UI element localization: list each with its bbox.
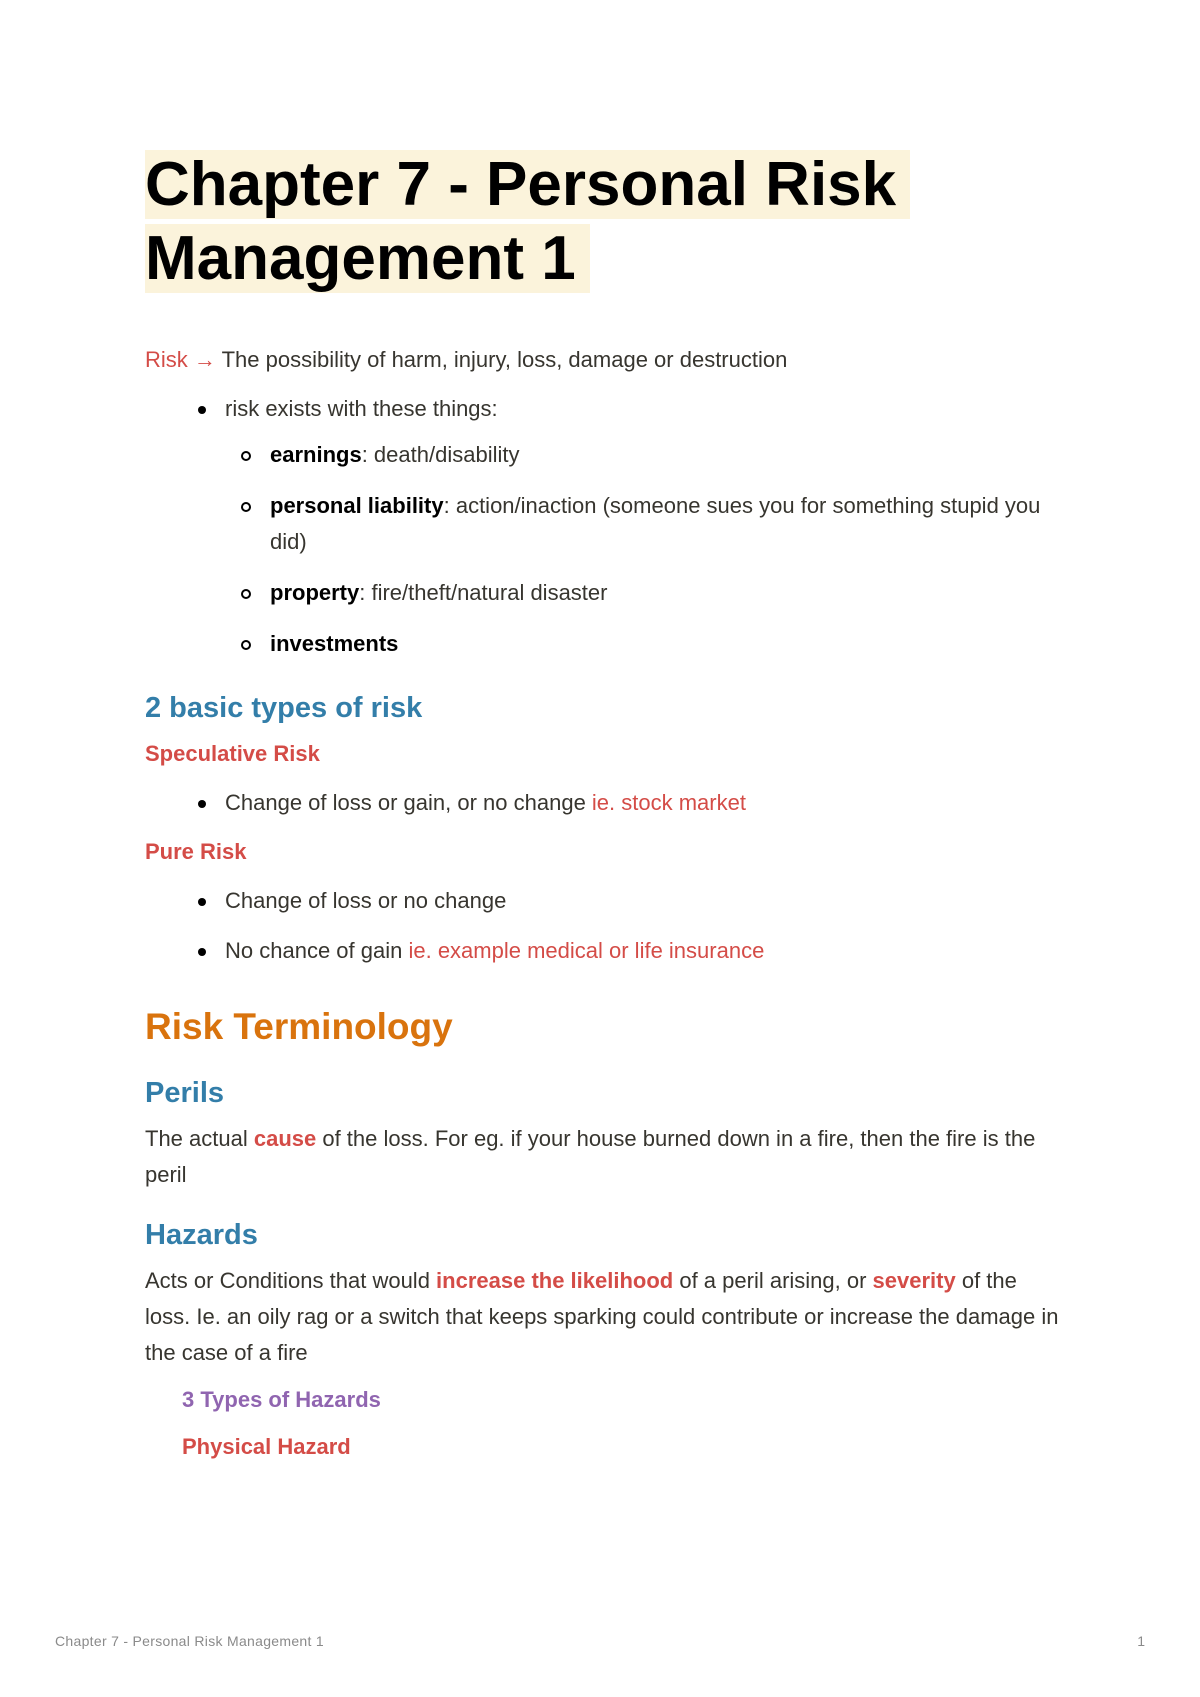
hazards-pre: Acts or Conditions that would	[145, 1268, 437, 1293]
item-text: : death/disability	[361, 442, 520, 467]
perils-post: of the loss. For eg. if your house burned down in a fire, then the fire is the peril	[145, 1126, 1036, 1187]
list-item	[145, 575, 1065, 611]
item-text: : action/inaction (someone sues you for something stupid you did)	[270, 493, 1041, 554]
risk-definition-text: The possibility of harm, injury, loss, damage or destruction	[215, 347, 788, 372]
list-item	[145, 391, 1065, 427]
heading-physical-hazard: Physical Hazard	[182, 1434, 351, 1459]
item-text: : fire/theft/natural disaster	[359, 580, 608, 605]
heading-perils: Perils	[145, 1077, 224, 1109]
page-content	[145, 148, 1065, 1464]
heading-pure-risk: Pure Risk	[145, 839, 247, 864]
perils-pre: The actual	[145, 1126, 254, 1151]
pure-list	[145, 883, 1065, 969]
footer-page-number: 1	[1137, 1633, 1145, 1649]
item-text: Change of loss or no change	[225, 888, 507, 913]
item-term: personal liability	[270, 493, 444, 518]
heading-basic-types: 2 basic types of risk	[145, 692, 423, 724]
item-text: Change of loss or gain, or no change	[225, 790, 592, 815]
risk-term: Risk →	[145, 347, 216, 372]
hazards-key-likelihood: increase the likelihood	[436, 1268, 674, 1293]
heading-speculative-risk: Speculative Risk	[145, 741, 320, 766]
list-item	[145, 785, 1065, 821]
risk-list	[145, 391, 1065, 427]
perils-key: cause	[253, 1126, 317, 1151]
heading-hazards: Hazards	[145, 1219, 258, 1251]
risk-definition	[145, 342, 1065, 378]
hazards-text	[145, 1263, 1065, 1371]
list-item	[145, 933, 1065, 969]
list-item	[145, 626, 1065, 662]
hazards-post: of the loss. Ie. an oily rag or a switch that keeps sparking could contribute or increase the damage in the case of a fire	[145, 1268, 1059, 1365]
page-title	[145, 148, 1065, 296]
hazards-mid: of a peril arising, or	[673, 1268, 873, 1293]
item-term: earnings	[270, 442, 362, 467]
list-item	[145, 883, 1065, 919]
heading-3-types-of-hazards: 3 Types of Hazards	[182, 1387, 381, 1412]
title-line-2: Management 1	[145, 224, 590, 293]
title-line-1: Chapter 7 - Personal Risk	[145, 150, 910, 219]
list-item	[145, 437, 1065, 473]
item-text: No chance of gain	[225, 938, 409, 963]
speculative-list	[145, 785, 1065, 821]
hazard-types-block	[145, 1383, 1065, 1464]
footer-document-title: Chapter 7 - Personal Risk Management 1	[55, 1633, 324, 1649]
list-item	[145, 488, 1065, 560]
item-term: investments	[270, 631, 399, 656]
item-term: property	[270, 580, 360, 605]
risk-subitems	[145, 437, 1065, 662]
hazards-key-severity: severity	[872, 1268, 956, 1293]
item-example: ie. stock market	[591, 790, 746, 815]
heading-risk-terminology: Risk Terminology	[145, 1006, 453, 1047]
risk-exists-intro: risk exists with these things:	[225, 396, 498, 421]
perils-text	[145, 1121, 1065, 1193]
item-example: ie. example medical or life insurance	[408, 938, 765, 963]
